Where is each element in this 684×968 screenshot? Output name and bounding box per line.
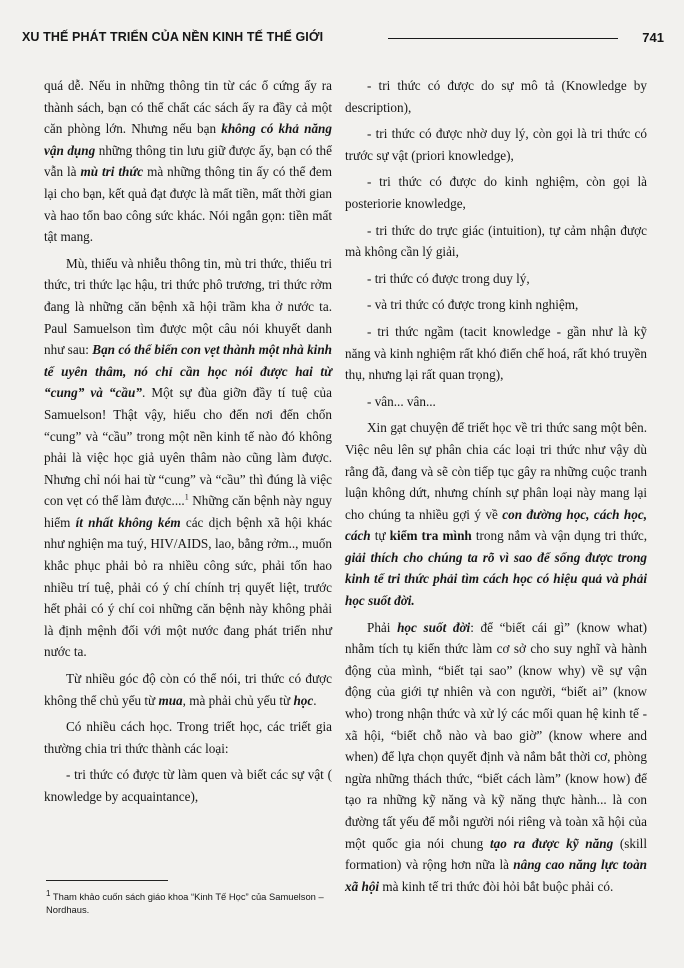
list-item: - tri thức có được trong duy lý, [367, 270, 530, 286]
page-number: 741 [642, 30, 664, 45]
list-item: - tri thức có được từ làm quen và biết các sự vật ( knowledge by acquaintance), [44, 767, 332, 804]
paragraph: quá dễ. Nếu in những thông tin từ các ổ cứng ấy ra thành sách, bạn có thể chất các sách ấy ra đầy cả một căn phòng lớn. Nhưng nếu bạn không có khả năng vận dụng những thông tin lưu giữ được ấy, bạn có thể vẫn là mù tri thức mà những thông tin ấy có thể đem lại cho bạn, kết quả đạt được là mất tiền, mất thời gian và hao tổn bao công sức khác. Nói ngắn gọn: tiền mất tật mang. [44, 78, 333, 245]
running-title: XU THẾ PHÁT TRIỂN CỦA NỀN KINH TẾ THẾ GIỚI [22, 30, 324, 44]
footnote-text: $^1$ Tham khảo cuốn sách giáo khoa “Kinh Tế Học” của Samuelson – Nordhaus. [46, 888, 324, 915]
running-header [22, 30, 664, 52]
paragraph: Phải học suốt đời: để “biết cái gì” (know what) nhằm tích tụ kiến thức làm cơ sở cho suy nghĩ và hành động của mình, “biết tại sao” (know why) về sự vận động của giới tự nhiên và con người, “biết ai” (know who) trong nhận thức và xử lý các mối quan hệ kinh tế - xã hội, “biết chỗ nào và bao giờ” (know where and when) để lựa chọn quyết định và nắm bắt thời cơ, phòng ngừa những thách thức, “biết cách làm” (know how) để tạo ra những kỹ năng và kỹ năng thực hành... là con đường tất yếu để mỗi người nói riêng và toàn xã hội của một quốc gia nói chung tạo ra được kỹ năng (skill formation) và rộng hơn nữa là nâng cao năng lực toàn xã hội mà kinh tế tri thức đòi hỏi bắt buộc phải có. [345, 619, 648, 894]
list-item: - tri thức ngầm (tacit knowledge - gần như là kỹ năng và kinh nghiệm rất khó điển chế hoá, rất khó truyền thụ, nhưng lại rất quan trọng), [345, 323, 647, 383]
footnote-ref: 1 [184, 492, 189, 502]
list-item: - và tri thức có được trong kinh nghiệm, [367, 297, 579, 313]
footnote [46, 880, 336, 916]
header-rule [388, 38, 618, 39]
list-item: - tri thức có được nhờ duy lý, còn gọi là tri thức có trước sự vật (priori knowledge), [345, 126, 647, 163]
footnote-rule [46, 880, 168, 881]
list-item: - tri thức do trực giác (intuition), tự cảm nhận được mà không cần lý giải, [345, 222, 647, 260]
right-column [345, 75, 647, 902]
list-item: - vân... vân... [367, 393, 436, 409]
paragraph: Mù, thiếu và nhiễu thông tin, mù tri thức, thiếu tri thức, tri thức lạc hậu, tri thức phô trương, tri thức rởm đang là những căn bệnh xã hội trầm kha ở nước ta. Paul Samuelson tìm được một câu nói khuyết danh như sau: Bạn có thể biến con vẹt thành một nhà kinh tế uyên thâm, nó chỉ cần học nói được hai từ “cung” và “cầu”. Một sự đùa giỡn đầy tí tuệ của Samuelson! Thật vậy, hiểu cho đến nơi đến chốn “cung” và “cầu” trong một nền kinh tế nào đó không phải là việc học giả uyên thâm nào cũng làm được. Nhưng chỉ nói hai từ “cung” và “cầu” thì đúng là việc con vẹt có thể làm được....$^1$ Những căn bệnh này nguy hiểm ít nhất không kém các dịch bệnh xã hội khác như nghiện ma tuý, HIV/AIDS, lao, bằng rởm.., muốn khắc phục phải bỏ ra nhiều công sức, phải tốn hao nhiều trí tuệ, phải có ý chí chính trị quyết liệt, trước hết phải có ý chí coi những căn bệnh này không phải là định mệnh đối với một nước đang phát triển như nước ta. [44, 255, 332, 660]
paragraph: Xin gạt chuyện để triết học về tri thức sang một bên. Việc nêu lên sự phân chia các loại tri thức như vậy dù rằng đã, đang và sẽ còn tiếp tục gây ra những cuộc tranh luận không dứt, nhưng chính sự phân loại này mang lại cho chúng ta nhiều gợi ý về con đường học, cách học, cách tự kiểm tra mình trong nắm và vận dụng tri thức, giải thích cho chúng ta rõ vì sao để sống được trong kinh tế tri thức phải tìm cách học có hiệu quả và phải học suốt đời. [345, 420, 647, 609]
left-column [44, 75, 332, 813]
list-item: - tri thức có được do sự mô tả (Knowledge by description), [345, 78, 647, 115]
paragraph: Có nhiều cách học. Trong triết học, các triết gia thường chia tri thức thành các loại: [44, 719, 332, 756]
list-item: - tri thức có được do kinh nghiệm, còn gọi là posteriorie knowledge, [345, 174, 647, 211]
paragraph: Từ nhiều góc độ còn có thể nói, tri thức có được không thể chủ yếu từ mua, mà phải chủ yếu từ học. [44, 671, 332, 708]
